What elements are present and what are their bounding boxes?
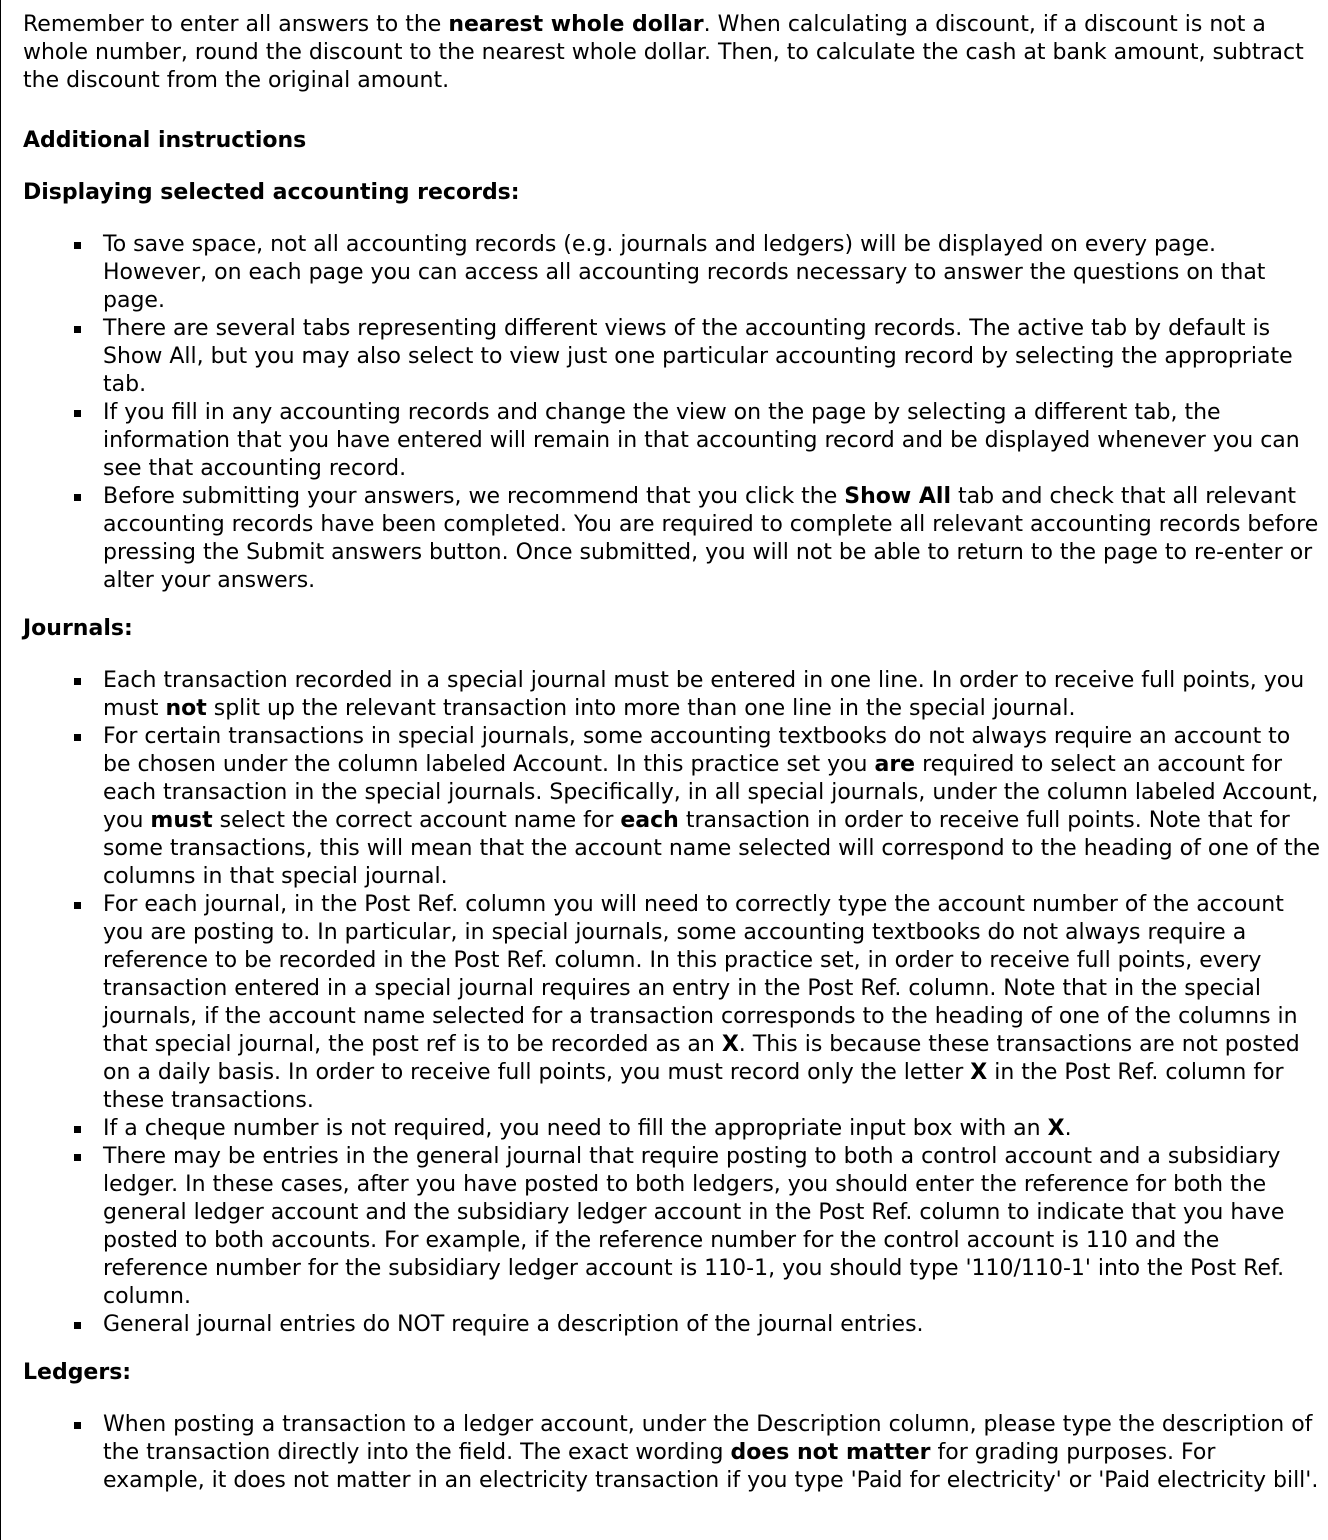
- intro-text-2: . When calculating a discount, if a discount is not a whole number, round the discount to the nearest whole dollar. Then, to calculate the cash at bank amount, subtract the discount from the original amount.: [23, 12, 1304, 93]
- list-item-text: transaction in order to receive full points. Note that for some transactions, this will mean that the account name selected will correspond to the heading of one of the columns in that special journal.: [103, 808, 1321, 889]
- list-item: [103, 483, 1323, 595]
- intro-bold-nearest-whole-dollar: nearest whole dollar: [448, 12, 704, 37]
- intro-text-1: Remember to enter all answers to the: [23, 12, 449, 37]
- list-item-text: For certain transactions in special journals, some accounting textbooks do not always require an account to be chosen under the column labeled Account. In this practice set you: [103, 724, 1291, 777]
- list-item-text: For each journal, in the Post Ref. column you will need to correctly type the account number of the account you are posting to. In particular, in special journals, some accounting textbooks do not always require a reference to be recorded in the Post Ref. column. In this practice set, in order to receive full points, every transaction entered in a special journal requires an entry in the Post Ref. column. Note that in the special journals, if the account name selected for a transaction corresponds to the heading of one of the columns in that special journal, the post ref is to be recorded as an: [103, 892, 1298, 1057]
- list-item-bold: each: [620, 808, 679, 833]
- list-item-bold: are: [874, 752, 916, 777]
- list-item-text: in the Post Ref. column for these transactions.: [103, 1060, 1284, 1113]
- additional-instructions-heading: Additional instructions: [23, 128, 307, 153]
- list-item: General journal entries do NOT require a description of the journal entries.: [103, 1311, 1323, 1339]
- list-item: There may be entries in the general journal that require posting to both a control account and a subsidiary ledger. In these cases, after you have posted to both ledgers, you should enter the reference for both the general ledger account and the subsidiary ledger account in the Post Ref. column to indicate that you have posted to both accounts. For example, if the reference number for the control account is 110 and the reference number for the subsidiary ledger account is 110-1, you should type '110/110-1' into the Post Ref. column.: [103, 1143, 1323, 1311]
- list-item-text: If a cheque number is not required, you need to fill the appropriate input box with an: [103, 1116, 1048, 1141]
- list-item-text: Each transaction recorded in a special journal must be entered in one line. In order to receive full points, you must: [103, 668, 1305, 721]
- displaying-records-heading: Displaying selected accounting records:: [23, 180, 520, 205]
- list-item: [103, 667, 1323, 723]
- journals-list: [23, 667, 1323, 1339]
- list-item: [103, 1411, 1323, 1495]
- list-item-bold: does not matter: [730, 1440, 931, 1465]
- list-item-text: . This is because these transactions are not posted on a daily basis. In order to receive full points, you must record only the letter: [103, 1032, 1300, 1085]
- list-item-bold: X: [970, 1060, 988, 1085]
- list-item-text: When posting a transaction to a ledger account, under the Description column, please type the description of the transaction directly into the field. The exact wording: [103, 1412, 1313, 1465]
- list-item: [103, 723, 1323, 891]
- list-item-text: split up the relevant transaction into more than one line in the special journal.: [206, 696, 1076, 721]
- list-item-text: tab and check that all relevant accounting records have been completed. You are required to complete all relevant accounting records before pressing the Submit answers button. Once submitted, you will not be able to return to the page to re-enter or alter your answers.: [103, 484, 1319, 593]
- list-item: If you fill in any accounting records and change the view on the page by selecting a different tab, the information that you have entered will remain in that accounting record and be displayed whenever you can see that accounting record.: [103, 399, 1323, 483]
- list-item-bold: X: [721, 1032, 739, 1057]
- list-item-text: for grading purposes. For example, it does not matter in an electricity transaction if you type 'Paid for electricity' or 'Paid electricity bill'.: [103, 1440, 1319, 1493]
- journals-heading: Journals:: [23, 616, 133, 641]
- intro-paragraph: [23, 11, 1323, 95]
- list-item: There are several tabs representing different views of the accounting records. The active tab by default is Show All, but you may also select to view just one particular accounting record by selecting the appropriate tab.: [103, 315, 1323, 399]
- list-item-bold: X: [1047, 1116, 1065, 1141]
- list-item-bold: not: [165, 696, 207, 721]
- list-item-bold: Show All: [844, 484, 951, 509]
- list-item-text: select the correct account name for: [212, 808, 621, 833]
- ledgers-list: [23, 1411, 1323, 1495]
- list-item-text: Before submitting your answers, we recommend that you click the: [103, 484, 845, 509]
- instructions-content: [23, 11, 1323, 1515]
- list-item: [103, 891, 1323, 1115]
- list-item: [103, 1115, 1323, 1143]
- displaying-records-list: [23, 231, 1323, 595]
- list-item-text: .: [1064, 1116, 1072, 1141]
- ledgers-heading: Ledgers:: [23, 1360, 132, 1385]
- list-item: To save space, not all accounting records (e.g. journals and ledgers) will be displayed on every page. However, on each page you can access all accounting records necessary to answer the questions on that page.: [103, 231, 1323, 315]
- list-item-text: required to select an account for each transaction in the special journals. Specifically, in all special journals, under the column labeled Account, you: [103, 752, 1319, 833]
- list-item-bold: must: [150, 808, 213, 833]
